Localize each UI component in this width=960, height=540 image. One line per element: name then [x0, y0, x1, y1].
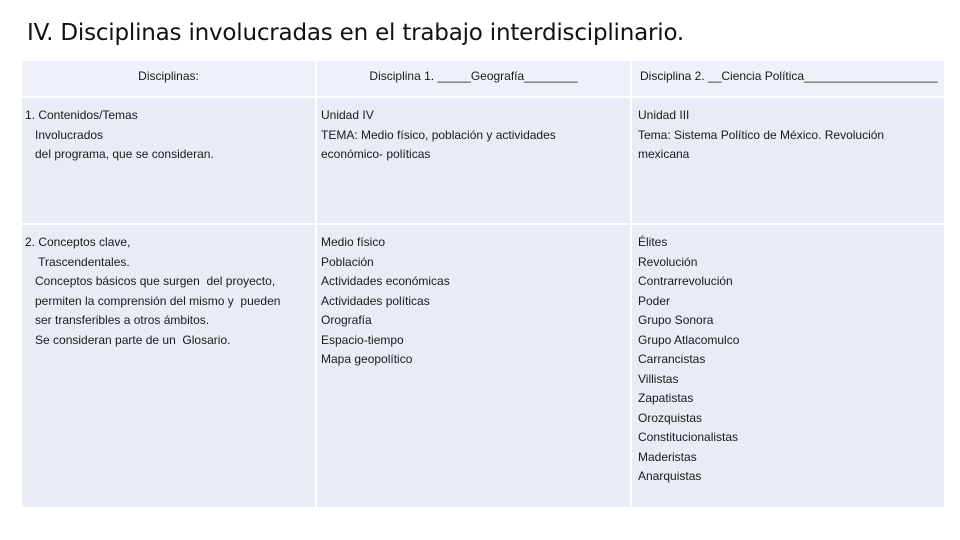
cell-line: Maderistas	[638, 449, 697, 464]
cell-line: Involucrados	[25, 127, 104, 142]
header-disciplina-2: Disciplina 2. __Ciencia Política____________________	[632, 61, 944, 96]
cell-line: Tema: Sistema Político de México. Revolución	[638, 127, 885, 142]
header-disciplina-1: Disciplina 1. _____Geografía________	[317, 61, 630, 96]
header-disciplinas: Disciplinas:	[22, 61, 315, 96]
cell-line: Conceptos básicos que surgen del proyecto,	[25, 274, 276, 288]
cell-line: 1. Contenidos/Temas	[25, 108, 138, 122]
cell-line: ser transferibles a otros ámbitos.	[25, 313, 210, 327]
row-2-disciplina-1	[317, 225, 630, 507]
cell-line: Orozquistas	[638, 410, 703, 425]
cell-line: Trascendentales.	[25, 254, 130, 269]
cell-line: TEMA: Medio físico, población y actividades	[321, 127, 556, 142]
slide-title: IV. Disciplinas involucradas en el trabajo interdisciplinario.	[27, 20, 685, 46]
cell-line: Élites	[638, 235, 668, 249]
row-2-disciplina-2	[632, 225, 944, 507]
cell-line: Grupo Sonora	[638, 313, 714, 327]
row-1-disciplina-1	[317, 98, 630, 223]
cell-line: mexicana	[638, 147, 690, 161]
cell-line: Revolución	[638, 254, 698, 269]
cell-line: Mapa geopolítico	[321, 352, 413, 366]
cell-line: Contrarrevolución	[638, 274, 733, 288]
cell-line: Actividades económicas	[321, 274, 450, 288]
row-1-disciplina-2	[632, 98, 944, 223]
cell-line: 2. Conceptos clave,	[25, 235, 131, 249]
cell-line: Unidad III	[638, 108, 690, 122]
cell-line: Unidad IV	[321, 108, 374, 122]
cell-line: Población	[321, 254, 374, 269]
cell-line: Zapatistas	[638, 391, 694, 405]
cell-line: permiten la comprensión del mismo y pueden	[25, 293, 281, 308]
cell-line: Anarquistas	[638, 469, 702, 483]
cell-line: Carrancistas	[638, 352, 706, 366]
cell-line: Grupo Atlacomulco	[638, 332, 740, 347]
row-1-label	[22, 98, 315, 223]
row-2-label	[22, 225, 315, 507]
cell-line: Villistas	[638, 371, 679, 386]
cell-line: del programa, que se consideran.	[25, 147, 214, 161]
cell-line: Orografía	[321, 313, 372, 327]
cell-line: Medio físico	[321, 235, 386, 249]
cell-line: Se consideran parte de un Glosario.	[25, 332, 231, 347]
cell-line: económico- políticas	[321, 147, 431, 161]
cell-line: Poder	[638, 293, 671, 308]
cell-line: Actividades políticas	[321, 293, 430, 308]
disciplines-table	[22, 61, 940, 507]
cell-line: Constitucionalistas	[638, 430, 739, 444]
cell-line: Espacio-tiempo	[321, 332, 404, 347]
